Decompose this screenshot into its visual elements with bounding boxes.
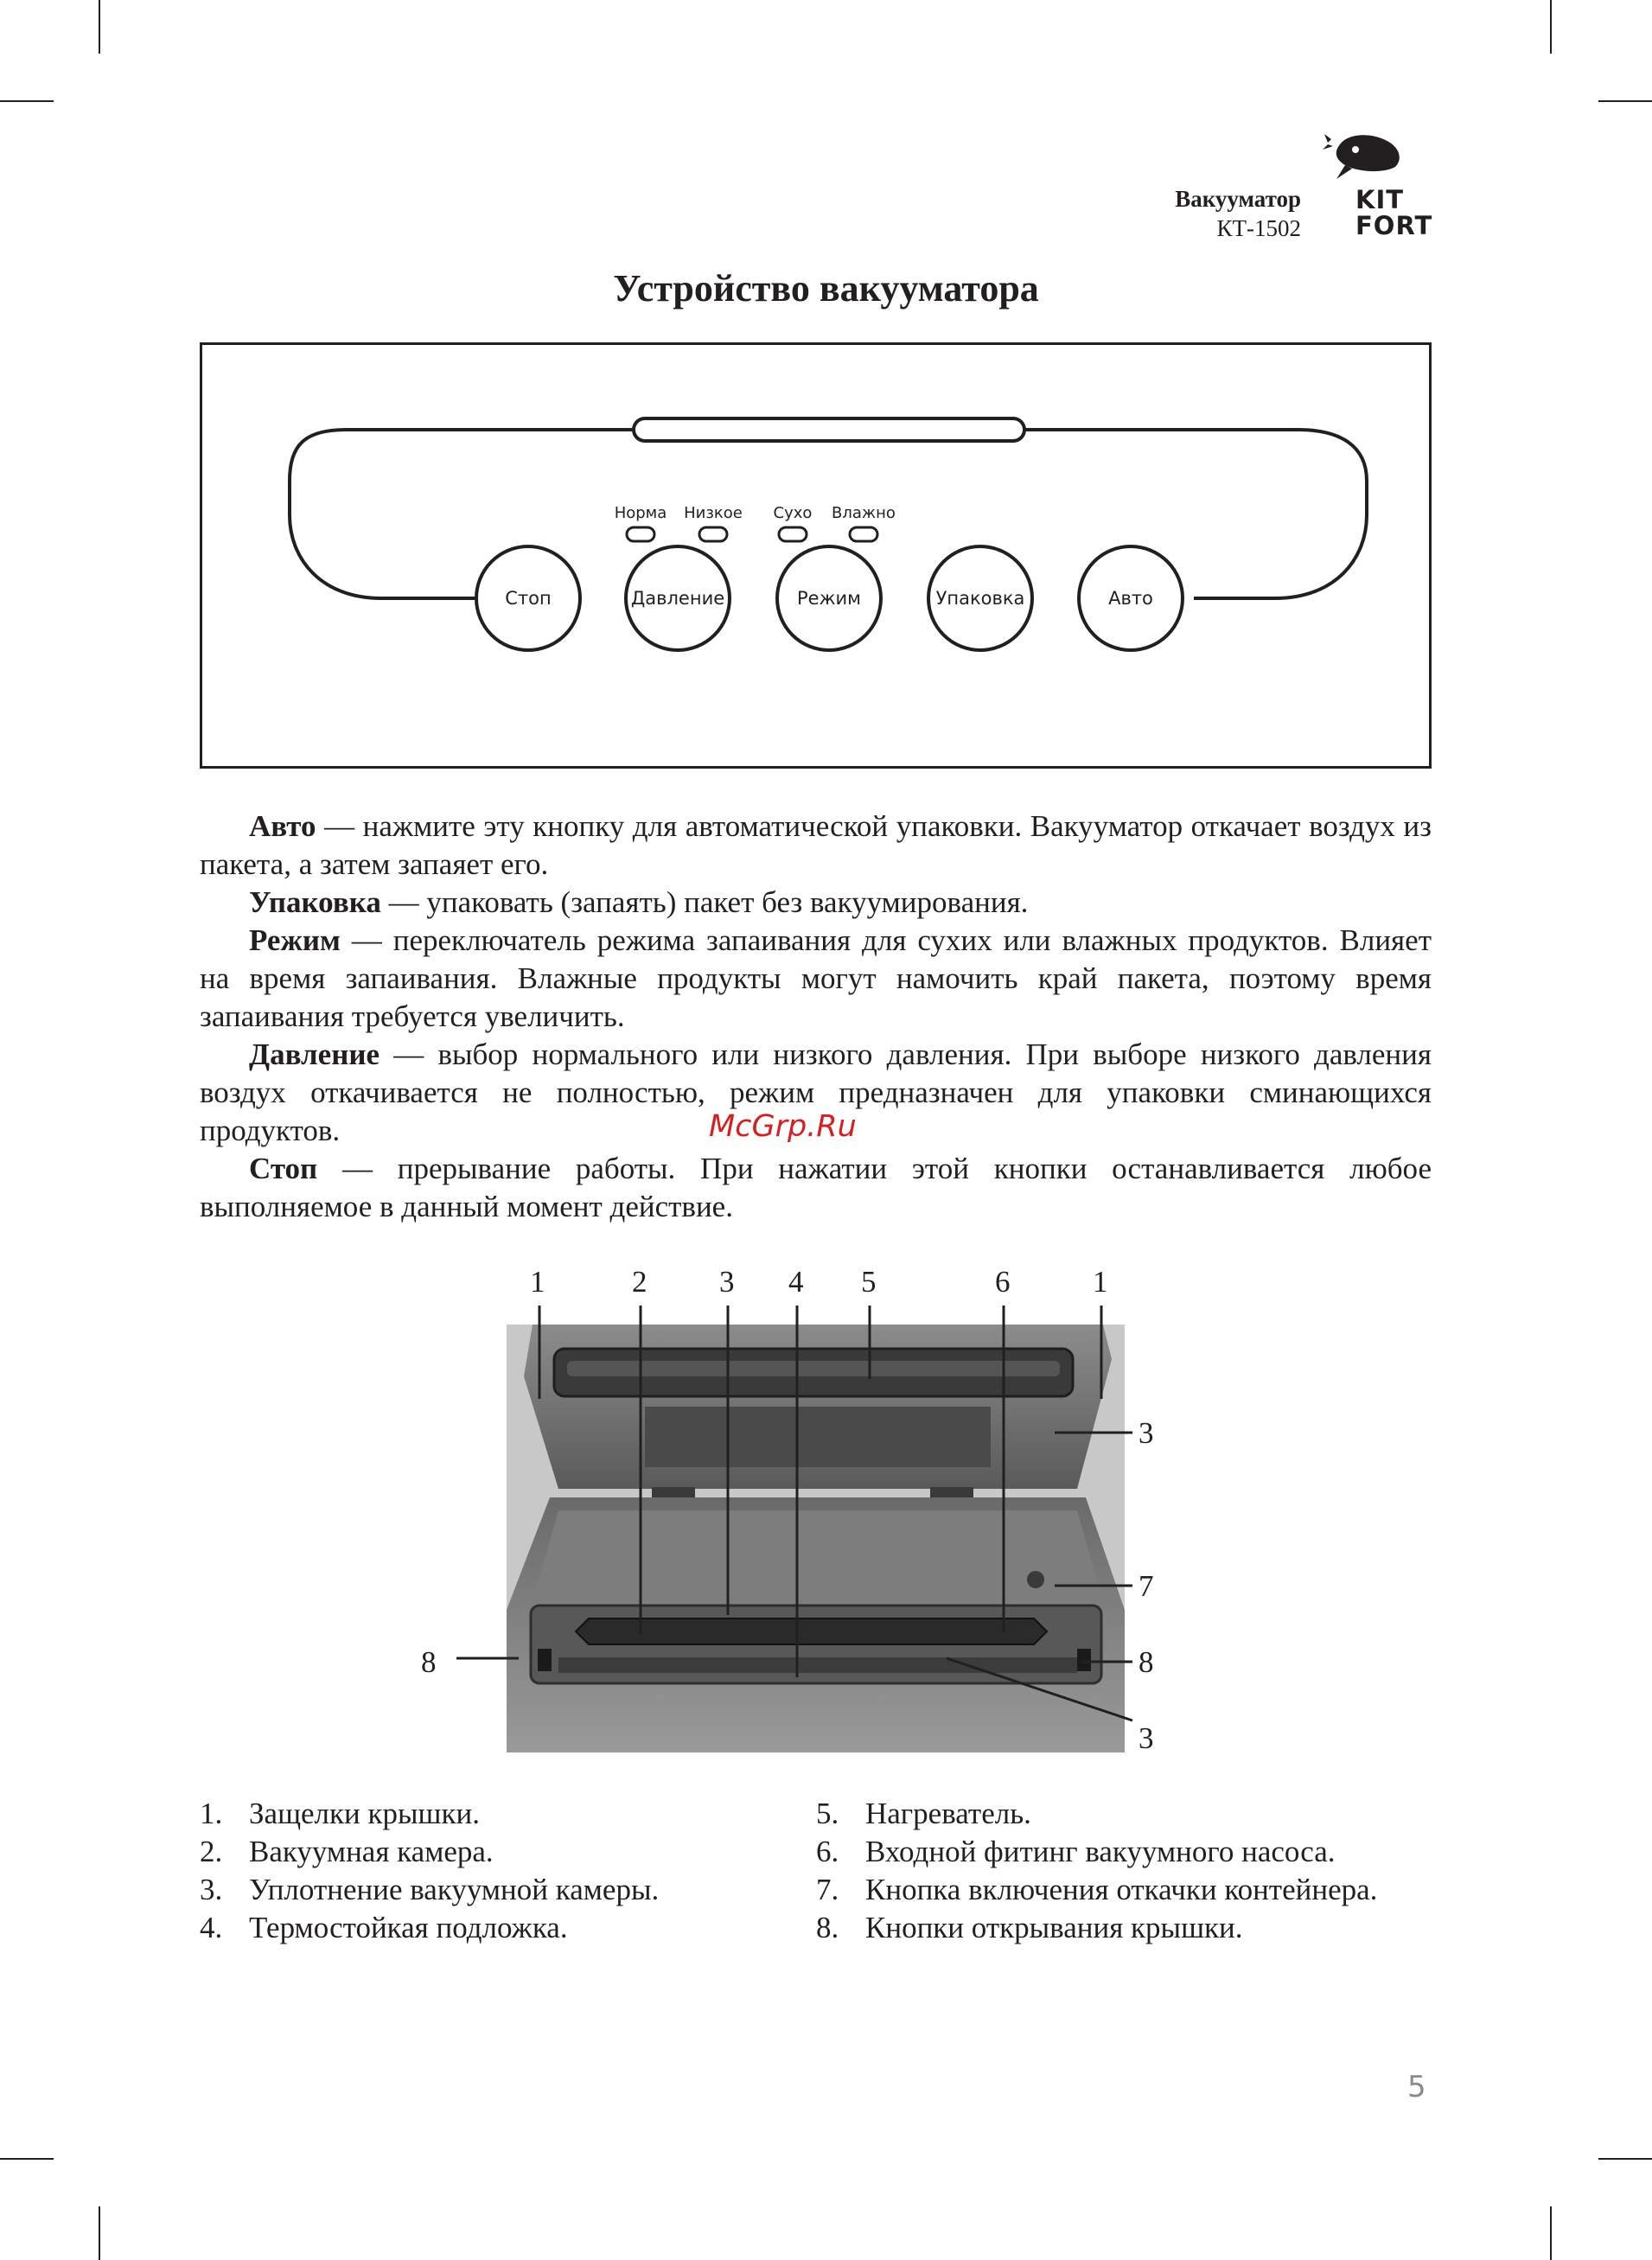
legend-text: Кнопки открывания крышки. <box>865 1911 1243 1944</box>
legend-item <box>816 1871 1377 1909</box>
callout-number: 6 <box>995 1265 1011 1299</box>
desc-text: — переключатель режима запаивания для сухих или влажных продуктов. Влияет на время запаивания. Влажные продукты могут намочить край пакета, поэтому время запаивания требуется увеличить. <box>200 923 1432 1033</box>
product-name: Вакууматор <box>1175 186 1301 212</box>
button-label: Авто <box>1108 588 1153 609</box>
callout-number: 1 <box>1093 1265 1108 1299</box>
legend-text: Термостойкая подложка. <box>249 1911 568 1944</box>
legend-item <box>816 1909 1377 1947</box>
desc-term: Упаковка <box>249 885 381 919</box>
legend-num: 7. <box>816 1873 839 1906</box>
indicator-label: Сухо <box>773 504 813 522</box>
header-product <box>1175 184 1301 243</box>
container-button <box>1027 1571 1044 1588</box>
desc-text: — выбор нормального или низкого давления. При выборе низкого давления воздух откачивается не полностью, режим предназначен для упаковки сминающихся продуктов. <box>200 1037 1432 1147</box>
legend-num: 3. <box>200 1873 223 1906</box>
section-title: Устройство вакууматора <box>613 267 1039 310</box>
desc-text: — нажмите эту кнопку для автоматической упаковки. Вакууматор откачает воздух из пакета, а затем запаяет его. <box>200 809 1432 881</box>
desc-seal <box>200 884 1432 922</box>
legend-item <box>200 1871 659 1909</box>
legend-item <box>200 1833 659 1871</box>
legend-right <box>816 1795 1377 1947</box>
heat-pad <box>558 1657 1077 1673</box>
crop-mark <box>1598 100 1652 102</box>
page-number: 5 <box>1407 2070 1426 2104</box>
button-label: Стоп <box>505 588 552 609</box>
control-panel-svg <box>200 342 1432 769</box>
legend-num: 5. <box>816 1797 839 1830</box>
panel-outline-right <box>1024 430 1367 598</box>
watermark: McGrp.Ru <box>709 1109 857 1144</box>
indicator-label: Влажно <box>832 504 896 522</box>
crop-mark <box>1550 2206 1552 2260</box>
legend-item <box>816 1795 1377 1833</box>
vacuum-chamber <box>576 1618 1047 1644</box>
crop-mark <box>0 100 54 102</box>
product-model: КТ-1502 <box>1216 215 1301 241</box>
callout-number: 8 <box>421 1645 437 1679</box>
open-button-left <box>538 1649 552 1671</box>
crop-mark <box>0 2158 54 2160</box>
logo-line1: KIT <box>1355 185 1405 214</box>
button-label: Режим <box>797 588 861 609</box>
callout-number: 3 <box>1139 1721 1154 1755</box>
button-label: Давление <box>630 588 725 609</box>
legend-num: 1. <box>200 1797 223 1830</box>
heater-strip <box>567 1361 1060 1376</box>
crop-mark <box>99 2206 100 2260</box>
control-panel-diagram <box>200 342 1432 769</box>
lid-inner <box>645 1407 991 1467</box>
legend-text: Кнопка включения откачки контейнера. <box>865 1873 1378 1906</box>
legend-text: Нагреватель. <box>865 1797 1031 1830</box>
desc-text: — упаковать (запаять) пакет без вакуумирования. <box>380 885 1029 919</box>
device-photo <box>507 1325 1125 1752</box>
base-top <box>533 1510 1103 1601</box>
indicator-label: Норма <box>614 504 667 522</box>
callout-number: 5 <box>861 1265 877 1299</box>
legend-text: Входной фитинг вакуумного насоса. <box>865 1835 1336 1868</box>
legend-text: Защелки крышки. <box>249 1797 480 1830</box>
legend-item <box>200 1909 659 1947</box>
legend-num: 4. <box>200 1911 223 1944</box>
desc-term: Стоп <box>249 1152 318 1185</box>
led-nizkoe <box>699 527 727 541</box>
button-descriptions <box>200 808 1432 1226</box>
open-button-right <box>1077 1649 1091 1671</box>
logo-line2: FORT <box>1355 211 1433 240</box>
led-suho <box>779 527 807 541</box>
callout-number: 3 <box>1139 1416 1154 1450</box>
desc-text: — прерывание работы. При нажатии этой кнопки останавливается любое выполняемое в данный момент действие. <box>200 1152 1432 1223</box>
desc-mode <box>200 922 1432 1036</box>
panel-outline-left <box>290 430 634 598</box>
desc-term: Давление <box>249 1037 380 1071</box>
legend-text: Вакуумная камера. <box>249 1835 494 1868</box>
callout-number: 7 <box>1139 1569 1154 1603</box>
callout-number: 4 <box>788 1265 804 1299</box>
desc-stop <box>200 1150 1432 1226</box>
slot-outline <box>634 418 1024 441</box>
led-vlazhno <box>850 527 877 541</box>
legend-item <box>200 1795 659 1833</box>
legend-left <box>200 1795 659 1947</box>
kitfort-logo-text <box>1355 187 1432 239</box>
legend-item <box>816 1833 1377 1871</box>
legend-text: Уплотнение вакуумной камеры. <box>249 1873 660 1906</box>
crop-mark <box>1598 2158 1652 2160</box>
legend-num: 2. <box>200 1835 223 1868</box>
crop-mark <box>99 0 100 54</box>
desc-auto <box>200 808 1432 884</box>
crop-mark <box>1550 0 1552 54</box>
indicator-label: Низкое <box>684 504 743 522</box>
callout-number: 2 <box>632 1265 647 1299</box>
callout-number: 1 <box>530 1265 545 1299</box>
callout-number: 8 <box>1139 1645 1154 1679</box>
legend-num: 6. <box>816 1835 839 1868</box>
desc-term: Режим <box>249 923 341 957</box>
desc-term: Авто <box>249 809 316 843</box>
led-norma <box>627 527 654 541</box>
button-label: Упаковка <box>935 588 1025 609</box>
legend-num: 8. <box>816 1911 839 1944</box>
callout-number: 3 <box>719 1265 735 1299</box>
